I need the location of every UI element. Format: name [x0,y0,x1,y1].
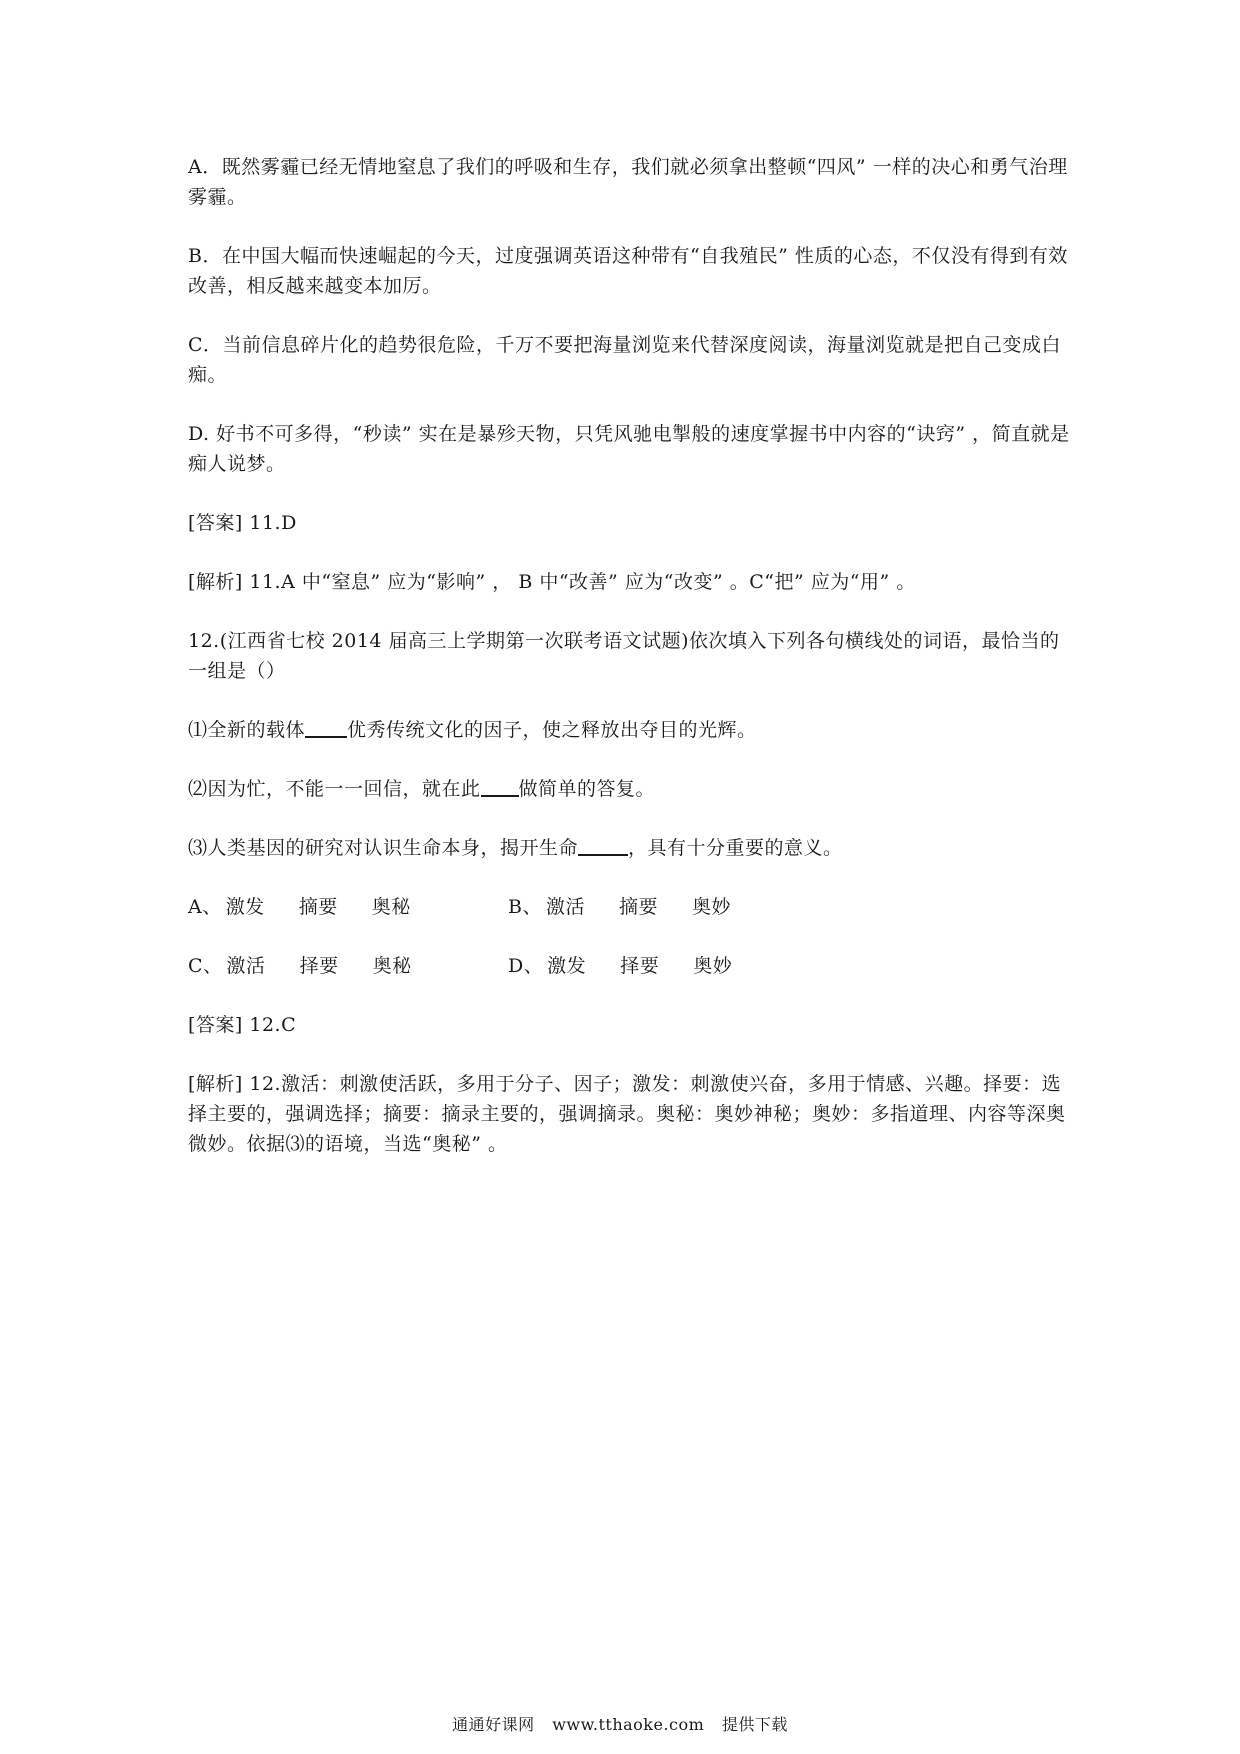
sentence-1-end: 优秀传统文化的因子，使之释放出夺目的光辉。 [347,719,757,741]
sentence-2-end: 做简单的答复。 [518,778,656,800]
choice-word: 奥妙 [692,896,732,918]
choice-word: 奥秘 [372,955,412,977]
choice-letter: D、 [508,955,544,977]
sentence-3-start: ⑶人类基因的研究对认识生命本身，揭开生命 [188,837,579,859]
sentence-1 [188,715,1070,745]
choice-word: 择要 [620,955,660,977]
option-a-text: A．既然雾霾已经无情地窒息了我们的呼吸和生存，我们就必须拿出整顿“四风” 一样的决心和勇气治理雾霾。 [188,156,1068,208]
sentence-2-start: ⑵因为忙，不能一一回信，就在此 [188,778,481,800]
choices-row-2 [188,951,1070,981]
footer-tagline: 提供下载 [721,1715,788,1734]
sentence-3-end: ，具有十分重要的意义。 [628,837,843,859]
choice-d [508,951,828,981]
analysis-11: [解析] 11.A 中“窒息” 应为“影响” ， B 中“改善” 应为“改变” 。C“把” 应为“用” 。 [188,571,916,593]
sentence-3 [188,833,1070,863]
choice-word: 摘要 [298,896,338,918]
choice-word: 激活 [226,955,266,977]
fill-blank [481,775,519,797]
analysis-12: [解析] 12.激活：刺激使活跃，多用于分子、因子；激发：刺激使兴奋，多用于情感、兴趣。择要：选择主要的，强调选择；摘要：摘录主要的，强调摘录。奥秘：奥妙神秘；奥妙：多指道理、内容等深奥微妙。依据⑶的语境，当选“奥秘” 。 [188,1073,1066,1155]
choice-b [508,892,828,922]
sentence-2 [188,774,1070,804]
question-12: 12.(江西省七校 2014 届高三上学期第一次联考语文试题)依次填入下列各句横线处的词语，最恰当的一组是（） [188,630,1060,682]
choice-word: 择要 [299,955,339,977]
choice-word: 激发 [225,896,265,918]
choice-word: 激活 [545,896,585,918]
choice-c [188,951,508,981]
choice-word: 奥秘 [371,896,411,918]
fill-blank [305,716,347,738]
fill-blank [578,834,628,856]
page-footer [0,1712,1240,1735]
choice-word: 摘要 [618,896,658,918]
choice-a [188,892,508,922]
answer-12: [答案] 12.C [188,1014,297,1036]
choice-letter: C、 [188,955,223,977]
answer-11: [答案] 11.D [188,512,297,534]
option-c-text: C．当前信息碎片化的趋势很危险，千万不要把海量浏览来代替深度阅读，海量浏览就是把自己变成白痴。 [188,334,1062,386]
document-content [188,152,1070,1188]
option-d-text: D. 好书不可多得，“秒读” 实在是暴殄天物，只凭风驰电掣般的速度掌握书中内容的“诀窍” ，简直就是痴人说梦。 [188,423,1070,475]
footer-site-name: 通通好课网 [452,1715,535,1734]
footer-url[interactable]: www.tthaoke.com [552,1715,705,1734]
option-b-text: B．在中国大幅而快速崛起的今天，过度强调英语这种带有“自我殖民” 性质的心态，不仅没有得到有效改善，相反越来越变本加厉。 [188,245,1068,297]
choice-word: 奥妙 [693,955,733,977]
choice-letter: B、 [508,896,542,918]
choice-letter: A、 [188,896,222,918]
choices-row-1 [188,892,1070,922]
choice-word: 激发 [547,955,587,977]
sentence-1-start: ⑴全新的载体 [188,719,306,741]
